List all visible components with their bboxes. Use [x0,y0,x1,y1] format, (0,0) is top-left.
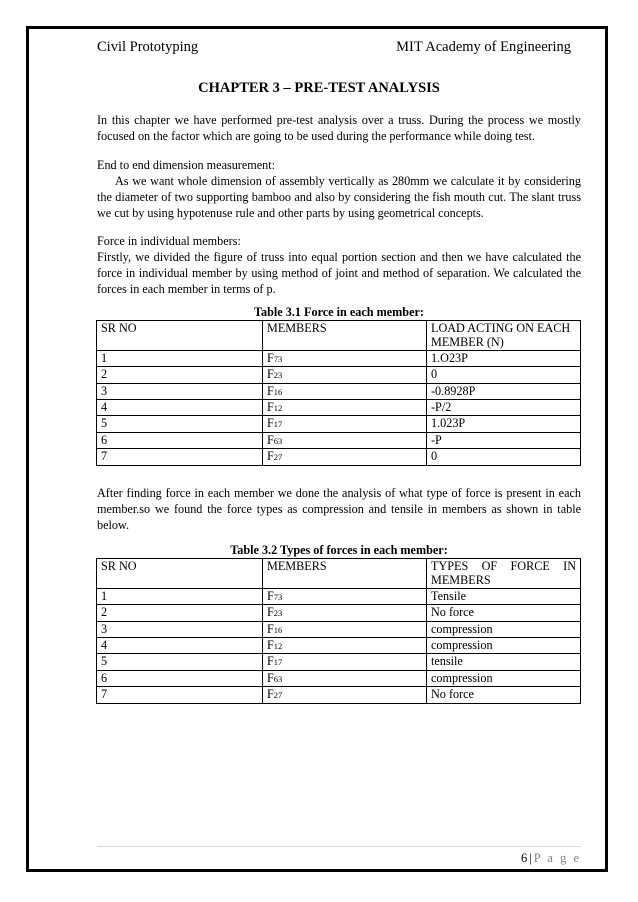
table-row [97,367,581,383]
sr-cell: 4 [97,400,263,416]
sr-cell: 6 [97,670,263,686]
value-cell: tensile [427,654,581,670]
table-header-row [97,321,581,351]
member-cell [263,605,427,621]
sr-cell: 2 [97,605,263,621]
table-row [97,654,581,670]
table-header-row [97,559,581,589]
table2-caption: Table 3.2 Types of forces in each member: [230,543,448,557]
member-cell [263,687,427,703]
sr-cell: 5 [97,416,263,432]
table-row [97,416,581,432]
table-row [97,350,581,366]
sr-cell: 6 [97,432,263,448]
footer-rule [97,846,581,847]
after-paragraph: After finding force in each member we done the analysis of what type of force is present in each member.so we found the force types as compression and tensile in members as shown in table below. [97,486,581,532]
member-subscript: 63 [273,435,283,446]
page-footer [521,851,581,866]
force-table [96,320,581,466]
member-subscript: 73 [273,353,283,364]
table1-caption: Table 3.1 Force in each member: [254,305,424,319]
member-subscript: 23 [273,370,283,381]
member-symbol: F [267,687,274,702]
table-row [97,432,581,448]
header-right: MIT Academy of Engineering [396,39,571,55]
member-symbol: F [267,605,274,620]
member-cell [263,350,427,366]
sr-cell: 1 [97,350,263,366]
dimension-text: As we want whole dimension of assembly vertically as 280mm we calculate it by considering the diameter of two supporting bamboo and also by considering the fish mouth cut. The slant truss we cut by using hypotenuse rule and other parts by using geometrical concepts. [97,174,581,220]
member-cell [263,449,427,465]
member-symbol: F [267,621,274,636]
member-symbol: F [267,670,274,685]
member-subscript: 16 [273,386,283,397]
header-cell: MEMBERS [263,559,427,589]
page-number: 6 [521,851,528,865]
value-cell: 1.O23P [427,350,581,366]
member-subscript: 23 [273,608,283,619]
member-symbol: F [267,638,274,653]
header-left: Civil Prototyping [97,39,199,55]
member-subscript: 16 [273,624,283,635]
force-type-table [96,558,581,704]
sr-cell: 2 [97,367,263,383]
page-label: P a g e [533,851,581,865]
header-cell: LOAD ACTING ON EACH MEMBER (N) [427,321,581,351]
member-symbol: F [267,383,274,398]
member-symbol: F [267,350,274,365]
member-symbol: F [267,367,274,382]
member-subscript: 63 [273,673,283,684]
member-subscript: 17 [273,657,283,668]
member-subscript: 73 [273,591,283,602]
member-symbol: F [267,449,274,464]
header-cell: SR NO [97,321,263,351]
sr-cell: 3 [97,383,263,399]
table-row [97,400,581,416]
member-subscript: 27 [273,690,283,701]
table-row [97,383,581,399]
member-cell [263,367,427,383]
value-cell: 0 [427,449,581,465]
sr-cell: 4 [97,638,263,654]
table-row [97,621,581,637]
value-cell: -P [427,432,581,448]
page-header [97,39,571,56]
value-cell: -0.8928P [427,383,581,399]
member-symbol: F [267,588,274,603]
member-subscript: 12 [273,403,283,414]
force-paragraph: Firstly, we divided the figure of truss into equal portion section and then we have calculated the force in individual member by using method of joint and method of separation. We calculated the forces in each member in terms of p. [97,250,581,296]
header-cell: MEMBERS [263,321,427,351]
value-cell: -P/2 [427,400,581,416]
value-cell: 0 [427,367,581,383]
sr-cell: 1 [97,588,263,604]
member-symbol: F [267,416,274,431]
member-symbol: F [267,654,274,669]
value-cell: 1.023P [427,416,581,432]
table-row [97,605,581,621]
sr-cell: 7 [97,449,263,465]
member-cell [263,638,427,654]
intro-paragraph: In this chapter we have performed pre-test analysis over a truss. During the process we mostly focused on the factor which are going to be used during the performance while doing test. [97,113,581,143]
sr-cell: 7 [97,687,263,703]
value-cell: No force [427,605,581,621]
member-cell [263,416,427,432]
table-row [97,588,581,604]
member-subscript: 12 [273,641,283,652]
sr-cell: 5 [97,654,263,670]
footer-separator: | [529,851,532,865]
member-cell [263,654,427,670]
member-cell [263,400,427,416]
member-cell [263,588,427,604]
member-cell [263,621,427,637]
member-cell [263,383,427,399]
value-cell: compression [427,670,581,686]
member-subscript: 17 [273,419,283,430]
value-cell: compression [427,621,581,637]
chapter-title: CHAPTER 3 – PRE-TEST ANALYSIS [198,80,440,96]
header-cell: TYPES OF FORCE IN MEMBERS [427,559,581,589]
table-row [97,670,581,686]
table-row [97,687,581,703]
dimension-heading: End to end dimension measurement: [97,158,276,172]
header-cell: SR NO [97,559,263,589]
member-symbol: F [267,432,274,447]
table-row [97,449,581,465]
sr-cell: 3 [97,621,263,637]
table-row [97,638,581,654]
value-cell: compression [427,638,581,654]
force-heading: Force in individual members: [97,234,241,248]
member-cell [263,670,427,686]
value-cell: No force [427,687,581,703]
value-cell: Tensile [427,588,581,604]
member-symbol: F [267,400,274,415]
member-cell [263,432,427,448]
dimension-paragraph [97,173,581,221]
member-subscript: 27 [273,452,283,463]
